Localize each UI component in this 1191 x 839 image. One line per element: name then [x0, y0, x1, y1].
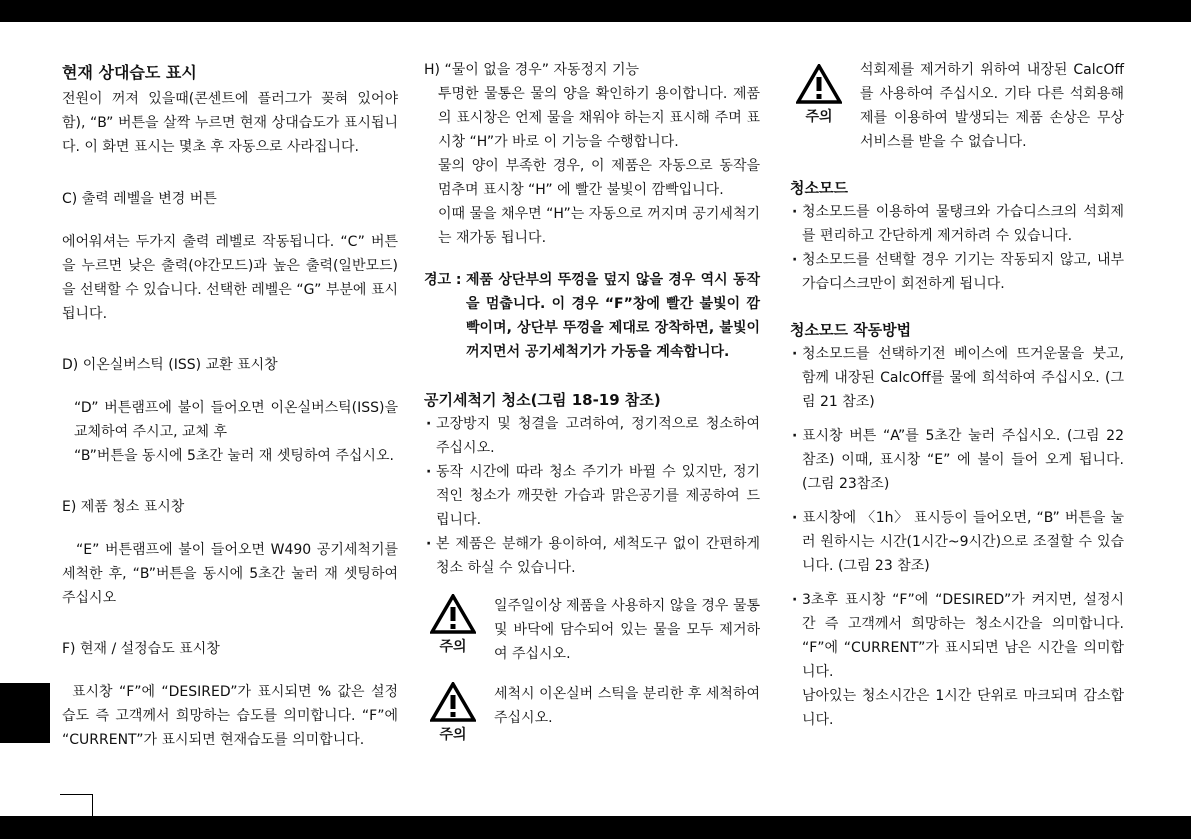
- warning-label: 경고 :: [424, 272, 462, 288]
- caution-block-ion-stick: [424, 682, 760, 744]
- caution-icon-box: [424, 594, 482, 656]
- section-title-output-level: C) 출력 레벨을 변경 버튼: [62, 191, 217, 207]
- section-title-cleaning-indicator: E) 제품 청소 표시창: [62, 499, 185, 515]
- section-title-cleaning: 공기세척기 청소(그림 18-19 참조): [424, 391, 661, 409]
- section-body-auto-stop-1: 투명한 물통은 물의 양을 확인하기 용이합니다. 제품의 표시창은 언제 물을 채워야 하는지 표시해 주며 표시창 “H”가 바로 이 기능을 수행합니다.: [438, 86, 760, 150]
- section-body-auto-stop-2: 물의 양이 부족한 경우, 이 제품은 자동으로 동작을 멈추며 표시창 “H” 에 빨간 불빛이 깜빡입니다.: [438, 158, 760, 198]
- section-title-iss: D) 이온실버스틱 (ISS) 교환 표시창: [62, 357, 278, 373]
- caution-block-drain: [424, 594, 760, 666]
- section-title-cleaning-mode-method: 청소모드 작동방법: [790, 321, 912, 339]
- list-item: · 고장방지 및 청결을 고려하여, 정기적으로 청소하여 주십시오.: [424, 412, 760, 460]
- caution-icon-box: [790, 58, 848, 126]
- warning-triangle-icon: [430, 594, 476, 634]
- section-title-current-humidity: 현재 상대습도 표시: [62, 63, 197, 82]
- bottom-black-bar: [0, 816, 1191, 839]
- section-body-humidity-display: 표시창 “F”에 “DESIRED”가 표시되면 % 값은 설정습도 즉 고객께서 희망하는 습도를 의미합니다. “F”에 “CURRENT”가 표시되면 현재습도를 의미합니다.: [62, 684, 398, 748]
- list-item: · 표시창에 〈1h〉 표시등이 들어오면, “B” 버튼을 눌러 원하시는 시간(1시간~9시간)으로 조절할 수 있습니다. (그림 23 참조): [790, 506, 1124, 578]
- list-item: · 표시창 버튼 “A”를 5초간 눌러 주십시오. (그림 22 참조) 이때, 표시창 “E” 에 불이 들어 오게 됩니다. (그림 23참조): [790, 424, 1124, 496]
- caution-text: 세척시 이온실버 스틱을 분리한 후 세척하여 주십시오.: [494, 686, 760, 726]
- caution-label: 주의: [439, 639, 467, 655]
- warning-triangle-icon: [430, 682, 476, 722]
- section-body-auto-stop-3: 이때 물을 채우면 “H”는 자동으로 꺼지며 공기세척기는 재가동 됩니다.: [438, 206, 760, 246]
- cleaning-bullet-list: [424, 412, 760, 580]
- list-item: · 청소모드를 선택하기전 베이스에 뜨거운물을 붓고, 함께 내장된 CalcOff를 물에 희석하여 주십시오. (그림 21 참조): [790, 342, 1124, 414]
- warning-block: [424, 268, 760, 364]
- section-title-humidity-display: F) 현재 / 설정습도 표시창: [62, 641, 220, 657]
- method-bullet-list: [790, 342, 1124, 732]
- warning-triangle-icon: [796, 64, 842, 104]
- section-title-auto-stop: H) “물이 없을 경우” 자동정지 기능: [424, 62, 640, 78]
- column-middle: [424, 58, 760, 744]
- column-right: [790, 58, 1124, 732]
- page-corner-mark: [60, 794, 93, 817]
- list-item: · 본 제품은 분해가 용이하여, 세척도구 없이 간편하게 청소 하실 수 있습니다.: [424, 532, 760, 580]
- list-item: · 동작 시간에 따라 청소 주기가 바뀔 수 있지만, 정기적인 청소가 깨끗한 가습과 맑은공기를 제공하여 드립니다.: [424, 460, 760, 532]
- caution-label: 주의: [439, 727, 467, 743]
- section-body-output-level: 에어워셔는 두가지 출력 레벨로 작동됩니다. “C” 버튼을 누르면 낮은 출력(야간모드)과 높은 출력(일반모드)을 선택할 수 있습니다. 선택한 레벨은 “G” 부분에 표시됩니다.: [62, 234, 398, 322]
- section-body-iss-2: “B”버튼을 동시에 5초간 눌러 재 셋팅하여 주십시오.: [74, 448, 394, 464]
- list-item: · 청소모드를 선택할 경우 기기는 작동되지 않고, 내부 가습디스크만이 회전하게 됩니다.: [790, 248, 1124, 296]
- column-left: [62, 58, 398, 752]
- list-item: · 청소모드를 이용하여 물탱크와 가습디스크의 석회제를 편리하고 간단하게 제거하려 수 있습니다.: [790, 200, 1124, 248]
- cleaning-mode-bullet-list: [790, 200, 1124, 296]
- caution-block-calcoff: [790, 58, 1124, 154]
- section-body-current-humidity: 전원이 꺼져 있을때(콘센트에 플러그가 꽂혀 있어야 함), “B” 버튼을 살짝 누르면 현재 상대습도가 표시됩니다. 이 화면 표시는 몇초 후 자동으로 사라집니다.: [62, 91, 398, 155]
- caution-label: 주의: [805, 109, 833, 125]
- top-black-bar: [0, 0, 1191, 22]
- warning-text: 제품 상단부의 뚜껑을 덮지 않을 경우 역시 동작을 멈춥니다. 이 경우 “F”창에 빨간 불빛이 깜빡이며, 상단부 뚜껑을 제대로 장착하면, 불빛이 꺼지면서 공기세척기가 가동을 계속합니다.: [466, 272, 760, 360]
- caution-text: 석회제를 제거하기 위하여 내장된 CalcOff를 사용하여 주십시오. 기타 다른 석회용해제를 이용하여 발생되는 제품 손상은 무상서비스를 받을 수 없습니다.: [860, 62, 1124, 150]
- section-title-cleaning-mode: 청소모드: [790, 179, 848, 197]
- side-tab-marker: [0, 683, 50, 743]
- section-body-iss-1: “D” 버튼램프에 불이 들어오면 이온실버스틱(ISS)을 교체하여 주시고, 교체 후: [74, 400, 398, 440]
- caution-icon-box: [424, 682, 482, 744]
- section-body-cleaning-indicator: “E” 버튼램프에 불이 들어오면 W490 공기세척기를 세척한 후, “B”버튼을 동시에 5초간 눌러 재 셋팅하여 주십시오: [62, 542, 398, 606]
- caution-text: 일주일이상 제품을 사용하지 않을 경우 물통 및 바닥에 담수되어 있는 물을 모두 제거하여 주십시오.: [494, 598, 760, 662]
- method-tail-text: 남아있는 청소시간은 1시간 단위로 마크되며 감소합니다.: [802, 688, 1124, 728]
- list-item: · 3초후 표시창 “F”에 “DESIRED”가 켜지면, 설정시간 즉 고객께서 희망하는 청소시간을 의미합니다. “F”에 “CURRENT”가 표시되면 남은 시간을 의미합니다.: [790, 588, 1124, 684]
